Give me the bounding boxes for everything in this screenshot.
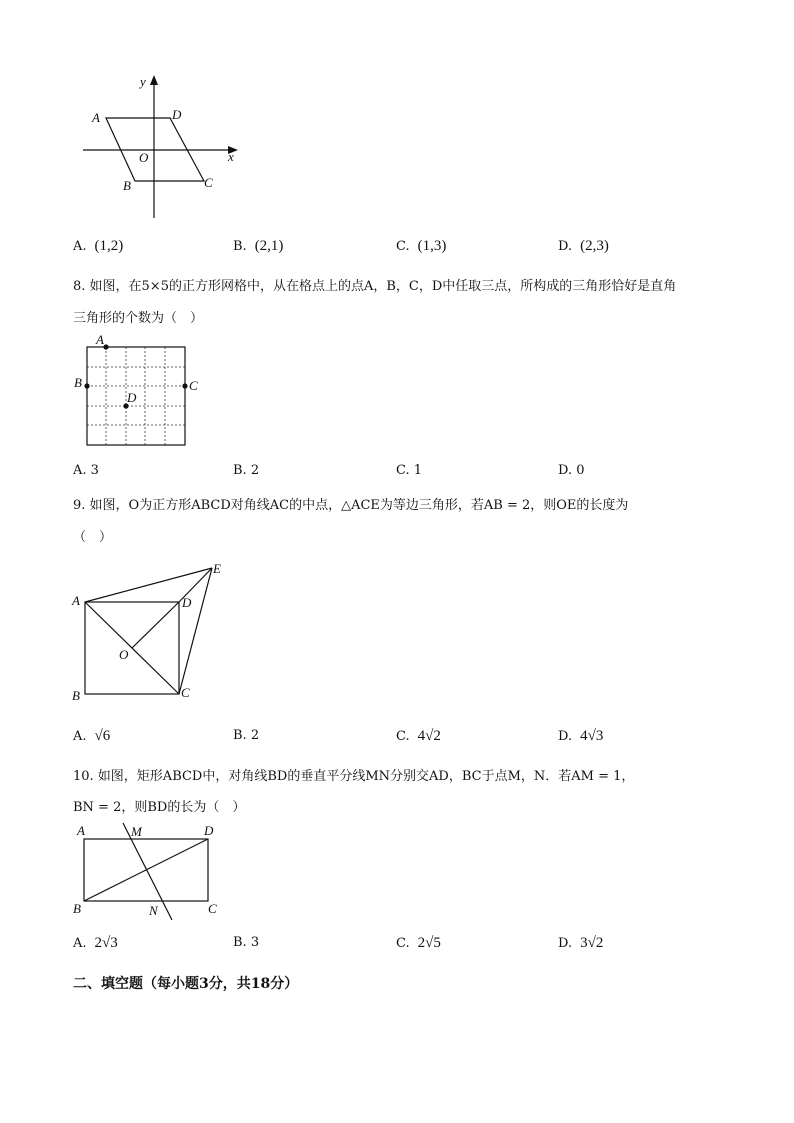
- label-B: B: [123, 178, 131, 193]
- q8-option-b[interactable]: B. 2: [233, 463, 260, 478]
- q9-option-d[interactable]: D. 4√3: [558, 728, 604, 744]
- segment-ae: [85, 568, 212, 602]
- q9-stem-line1: 9. 如图，O为正方形ABCD对角线AC的中点，△ACE为等边三角形，若AB = 2，则OE的长度为: [73, 498, 629, 513]
- q10-option-a[interactable]: A. 2√3: [73, 935, 118, 951]
- q10-stem-line2: BN = 2，则BD的长为（ ）: [73, 800, 246, 815]
- label-D: D: [182, 595, 192, 610]
- label-A: A: [72, 593, 80, 608]
- q7-option-c[interactable]: C. (1,3): [396, 238, 447, 254]
- point-C: [182, 383, 187, 388]
- q7-option-a[interactable]: A. (1,2): [73, 238, 124, 254]
- q9-stem-line2: （ ）: [73, 530, 113, 545]
- q8-option-c[interactable]: C. 1: [396, 463, 423, 478]
- q9-option-b[interactable]: B. 2: [233, 728, 260, 743]
- label-B: B: [74, 375, 82, 390]
- point-B: [84, 383, 89, 388]
- q8-option-d[interactable]: D. 0: [558, 463, 585, 478]
- label-A: A: [92, 110, 100, 125]
- label-x: x: [228, 149, 234, 164]
- label-C: C: [204, 175, 213, 190]
- y-axis-arrow: [150, 75, 158, 85]
- label-y: y: [140, 74, 146, 89]
- segment-od: [132, 602, 179, 648]
- segment-ec: [179, 568, 212, 694]
- section-2-heading: 二、填空题（每小题3分，共18分）: [73, 976, 299, 992]
- q10-stem-line1: 10. 如图，矩形ABCD中，对角线BD的垂直平分线MN分别交AD，BC于点M，N．若AM = 1，: [73, 769, 635, 784]
- label-D: D: [127, 390, 137, 405]
- label-A: A: [96, 332, 104, 347]
- label-E: E: [213, 561, 221, 576]
- q7-option-d[interactable]: D. (2,3): [558, 238, 609, 254]
- label-N: N: [149, 903, 158, 918]
- q10-option-d[interactable]: D. 3√2: [558, 935, 604, 951]
- q8-stem-line2: 三角形的个数为（ ）: [73, 311, 204, 326]
- label-C: C: [208, 901, 217, 916]
- label-D: D: [172, 107, 182, 122]
- q8-stem-line1: 8. 如图，在5×5的正方形网格中，从在格点上的点A，B，C，D中任取三点，所构成的三角形恰好是直角: [73, 279, 677, 294]
- label-O: O: [119, 647, 129, 662]
- label-C: C: [189, 378, 198, 393]
- diagonal-bd: [84, 839, 208, 901]
- q10-option-c[interactable]: C. 2√5: [396, 935, 441, 951]
- q9-option-a[interactable]: A. √6: [73, 728, 111, 744]
- label-O: O: [139, 150, 149, 165]
- q7-figure: [70, 70, 250, 225]
- q9-figure: [65, 555, 240, 705]
- q8-option-a[interactable]: A. 3: [73, 463, 99, 478]
- q9-option-c[interactable]: C. 4√2: [396, 728, 441, 744]
- label-B: B: [73, 901, 81, 916]
- label-D: D: [204, 823, 214, 838]
- label-C: C: [181, 685, 190, 700]
- q8-grid-figure: [70, 332, 205, 452]
- q10-option-b[interactable]: B. 3: [233, 935, 260, 950]
- q7-option-b[interactable]: B. (2,1): [233, 238, 284, 254]
- label-A: A: [77, 823, 85, 838]
- label-M: M: [131, 824, 142, 839]
- point-A: [103, 344, 108, 349]
- label-B: B: [72, 688, 80, 703]
- q10-figure: [70, 820, 230, 925]
